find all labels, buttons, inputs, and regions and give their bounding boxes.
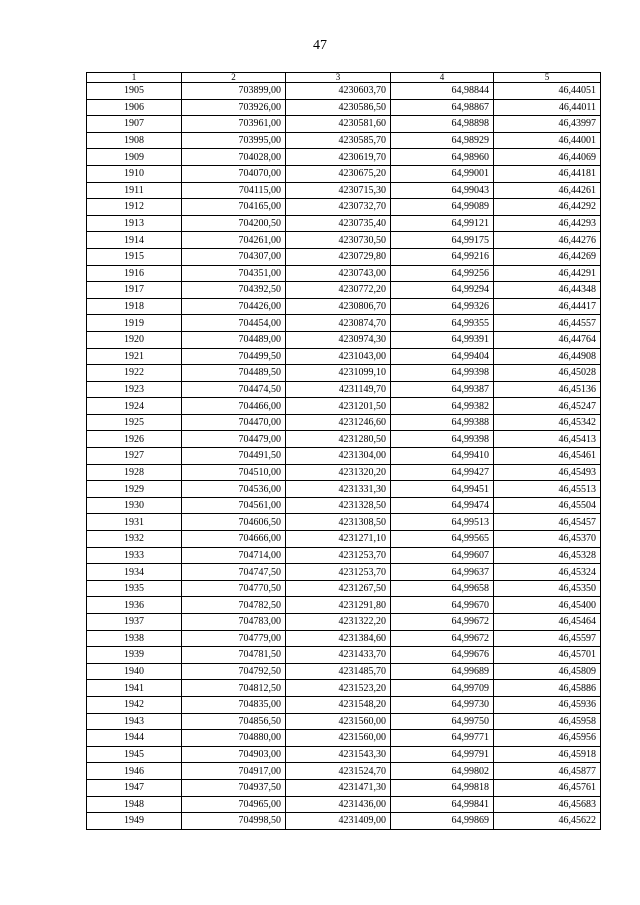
table-row	[87, 481, 601, 498]
table-cell: 64,99410	[391, 448, 494, 465]
table-row	[87, 779, 601, 796]
table-cell: 1920	[87, 331, 182, 348]
table-cell: 1909	[87, 149, 182, 166]
table-row	[87, 348, 601, 365]
table-cell: 4231328,50	[286, 497, 391, 514]
table-cell: 46,44764	[494, 331, 601, 348]
table-cell: 1918	[87, 298, 182, 315]
table-cell: 46,45918	[494, 746, 601, 763]
table-cell: 64,99791	[391, 746, 494, 763]
table-cell: 64,99869	[391, 813, 494, 830]
table-row	[87, 248, 601, 265]
table-cell: 4230772,20	[286, 282, 391, 299]
table-cell: 1935	[87, 580, 182, 597]
table-cell: 704115,00	[182, 182, 286, 199]
table-row	[87, 813, 601, 830]
page-number: 47	[313, 38, 327, 53]
table-cell: 1949	[87, 813, 182, 830]
table-cell: 704903,00	[182, 746, 286, 763]
table-cell: 704666,00	[182, 531, 286, 548]
table-cell: 1931	[87, 514, 182, 531]
table-cell: 4231253,70	[286, 564, 391, 581]
table-row	[87, 381, 601, 398]
table-row	[87, 514, 601, 531]
table-cell: 704835,00	[182, 696, 286, 713]
table-row	[87, 232, 601, 249]
table-cell: 64,99043	[391, 182, 494, 199]
table-cell: 4231436,00	[286, 796, 391, 813]
table-cell: 46,44291	[494, 265, 601, 282]
table-cell: 1938	[87, 630, 182, 647]
table-cell: 46,44908	[494, 348, 601, 365]
table-row	[87, 796, 601, 813]
table-cell: 64,99730	[391, 696, 494, 713]
table-cell: 46,44417	[494, 298, 601, 315]
table-cell: 4231253,70	[286, 547, 391, 564]
table-row	[87, 414, 601, 431]
table-cell: 704307,00	[182, 248, 286, 265]
table-cell: 46,44001	[494, 132, 601, 149]
table-cell: 46,44261	[494, 182, 601, 199]
table-row	[87, 83, 601, 100]
table-row	[87, 298, 601, 315]
table-cell: 704200,50	[182, 215, 286, 232]
table-row	[87, 398, 601, 415]
table-row	[87, 663, 601, 680]
table-cell: 704779,00	[182, 630, 286, 647]
table-cell: 46,45324	[494, 564, 601, 581]
table-cell: 1942	[87, 696, 182, 713]
table-row	[87, 680, 601, 697]
table-cell: 703899,00	[182, 83, 286, 100]
table-cell: 64,98898	[391, 116, 494, 133]
table-cell: 1905	[87, 83, 182, 100]
table-cell: 1936	[87, 597, 182, 614]
table-row	[87, 464, 601, 481]
table-cell: 1933	[87, 547, 182, 564]
table-cell: 64,99513	[391, 514, 494, 531]
table-cell: 4230743,00	[286, 265, 391, 282]
table-cell: 1908	[87, 132, 182, 149]
table-row	[87, 630, 601, 647]
table-cell: 46,45328	[494, 547, 601, 564]
table-cell: 703961,00	[182, 116, 286, 133]
table-cell: 4231523,20	[286, 680, 391, 697]
table-cell: 704880,00	[182, 730, 286, 747]
table-cell: 4231308,50	[286, 514, 391, 531]
table-row	[87, 696, 601, 713]
table-body	[87, 83, 601, 830]
table-cell: 4231331,30	[286, 481, 391, 498]
table-cell: 704965,00	[182, 796, 286, 813]
table-cell: 4231524,70	[286, 763, 391, 780]
table-cell: 704792,50	[182, 663, 286, 680]
table-cell: 1906	[87, 99, 182, 116]
table-cell: 64,99709	[391, 680, 494, 697]
table-cell: 46,45136	[494, 381, 601, 398]
table-cell: 64,98929	[391, 132, 494, 149]
table-cell: 4231384,60	[286, 630, 391, 647]
table-cell: 4231291,80	[286, 597, 391, 614]
table-cell: 64,99672	[391, 614, 494, 631]
table-cell: 704261,00	[182, 232, 286, 249]
table-cell: 4230675,20	[286, 165, 391, 182]
table-cell: 64,99802	[391, 763, 494, 780]
table-cell: 4231560,00	[286, 730, 391, 747]
table-cell: 703995,00	[182, 132, 286, 149]
table-row	[87, 547, 601, 564]
table-cell: 1921	[87, 348, 182, 365]
table-cell: 46,43997	[494, 116, 601, 133]
table-cell: 46,44069	[494, 149, 601, 166]
table-cell: 4230732,70	[286, 199, 391, 216]
table-cell: 64,99658	[391, 580, 494, 597]
table-cell: 1939	[87, 647, 182, 664]
table-cell: 64,99474	[391, 497, 494, 514]
table-cell: 704489,00	[182, 331, 286, 348]
table-cell: 46,45877	[494, 763, 601, 780]
table-cell: 64,99689	[391, 663, 494, 680]
table-cell: 4231280,50	[286, 431, 391, 448]
table-cell: 46,45761	[494, 779, 601, 796]
table-cell: 46,45461	[494, 448, 601, 465]
table-cell: 1912	[87, 199, 182, 216]
table-row	[87, 531, 601, 548]
table-row	[87, 746, 601, 763]
table-row	[87, 497, 601, 514]
table-cell: 46,44292	[494, 199, 601, 216]
table-cell: 46,45956	[494, 730, 601, 747]
table-cell: 4231560,00	[286, 713, 391, 730]
table-cell: 1924	[87, 398, 182, 415]
table-row	[87, 564, 601, 581]
table-cell: 1940	[87, 663, 182, 680]
table-cell: 4230874,70	[286, 315, 391, 332]
table-cell: 704856,50	[182, 713, 286, 730]
table-cell: 4230729,80	[286, 248, 391, 265]
table-cell: 1937	[87, 614, 182, 631]
table-cell: 1915	[87, 248, 182, 265]
table-cell: 4231320,20	[286, 464, 391, 481]
table-cell: 64,99750	[391, 713, 494, 730]
table-cell: 64,99001	[391, 165, 494, 182]
table-row	[87, 331, 601, 348]
table-cell: 46,45622	[494, 813, 601, 830]
table-cell: 4230735,40	[286, 215, 391, 232]
table-cell: 1911	[87, 182, 182, 199]
table-cell: 1927	[87, 448, 182, 465]
table-cell: 704561,00	[182, 497, 286, 514]
table-cell: 1926	[87, 431, 182, 448]
table-cell: 46,45493	[494, 464, 601, 481]
table-cell: 704499,50	[182, 348, 286, 365]
table-cell: 1944	[87, 730, 182, 747]
table-cell: 4231246,60	[286, 414, 391, 431]
table-cell: 704812,50	[182, 680, 286, 697]
table-cell: 46,44276	[494, 232, 601, 249]
table-cell: 1916	[87, 265, 182, 282]
table-cell: 64,99391	[391, 331, 494, 348]
table-cell: 46,44348	[494, 282, 601, 299]
table-cell: 1923	[87, 381, 182, 398]
table-row	[87, 199, 601, 216]
table-cell: 64,99398	[391, 431, 494, 448]
table-cell: 1946	[87, 763, 182, 780]
table-cell: 46,45701	[494, 647, 601, 664]
table-cell: 4231409,00	[286, 813, 391, 830]
table-cell: 1907	[87, 116, 182, 133]
table-cell: 704937,50	[182, 779, 286, 796]
table-cell: 64,99089	[391, 199, 494, 216]
table-cell: 1928	[87, 464, 182, 481]
table-row	[87, 713, 601, 730]
table-cell: 64,99121	[391, 215, 494, 232]
table-cell: 46,44269	[494, 248, 601, 265]
table-row	[87, 431, 601, 448]
table-cell: 64,98960	[391, 149, 494, 166]
table-cell: 704998,50	[182, 813, 286, 830]
table-row	[87, 365, 601, 382]
table-cell: 64,99398	[391, 365, 494, 382]
table-cell: 1947	[87, 779, 182, 796]
table-cell: 1917	[87, 282, 182, 299]
table-cell: 4230715,30	[286, 182, 391, 199]
table-cell: 4230586,50	[286, 99, 391, 116]
table-header-row	[87, 73, 601, 83]
table-cell: 1919	[87, 315, 182, 332]
table-cell: 704351,00	[182, 265, 286, 282]
table-row	[87, 315, 601, 332]
table-row	[87, 116, 601, 133]
table-cell: 1932	[87, 531, 182, 548]
table-cell: 46,45936	[494, 696, 601, 713]
table-cell: 1934	[87, 564, 182, 581]
table-cell: 1945	[87, 746, 182, 763]
table-cell: 46,45464	[494, 614, 601, 631]
table-cell: 1929	[87, 481, 182, 498]
table-cell: 704491,50	[182, 448, 286, 465]
table-row	[87, 647, 601, 664]
table-cell: 64,99771	[391, 730, 494, 747]
table-cell: 1910	[87, 165, 182, 182]
table-cell: 704782,50	[182, 597, 286, 614]
table-cell: 64,99294	[391, 282, 494, 299]
table-cell: 704392,50	[182, 282, 286, 299]
table-cell: 4231304,00	[286, 448, 391, 465]
table-cell: 4230585,70	[286, 132, 391, 149]
table-row	[87, 165, 601, 182]
column-header: 2	[182, 73, 286, 83]
table-cell: 704426,00	[182, 298, 286, 315]
table-cell: 46,45683	[494, 796, 601, 813]
table-cell: 46,45413	[494, 431, 601, 448]
table-cell: 4230581,60	[286, 116, 391, 133]
table-cell: 46,45504	[494, 497, 601, 514]
table-cell: 64,99676	[391, 647, 494, 664]
table-cell: 704479,00	[182, 431, 286, 448]
table-cell: 4231149,70	[286, 381, 391, 398]
table-row	[87, 265, 601, 282]
column-header: 3	[286, 73, 391, 83]
table-cell: 64,99841	[391, 796, 494, 813]
table-cell: 46,45809	[494, 663, 601, 680]
table-cell: 64,99451	[391, 481, 494, 498]
table-cell: 704781,50	[182, 647, 286, 664]
table-cell: 703926,00	[182, 99, 286, 116]
table-cell: 64,99382	[391, 398, 494, 415]
table-cell: 64,99216	[391, 248, 494, 265]
table-cell: 64,99388	[391, 414, 494, 431]
table-cell: 64,99672	[391, 630, 494, 647]
table-cell: 4230806,70	[286, 298, 391, 315]
table-row	[87, 730, 601, 747]
table-cell: 4231485,70	[286, 663, 391, 680]
table-cell: 704606,50	[182, 514, 286, 531]
table-cell: 4231433,70	[286, 647, 391, 664]
table-cell: 4231271,10	[286, 531, 391, 548]
table-cell: 46,44293	[494, 215, 601, 232]
table-cell: 4231471,30	[286, 779, 391, 796]
table-cell: 64,99175	[391, 232, 494, 249]
table-cell: 46,45028	[494, 365, 601, 382]
table-cell: 1914	[87, 232, 182, 249]
table-cell: 46,45370	[494, 531, 601, 548]
table-cell: 46,44557	[494, 315, 601, 332]
table-cell: 704917,00	[182, 763, 286, 780]
table-cell: 46,45457	[494, 514, 601, 531]
table-row	[87, 763, 601, 780]
table-row	[87, 597, 601, 614]
column-header: 1	[87, 73, 182, 83]
table-cell: 1913	[87, 215, 182, 232]
table-cell: 704470,00	[182, 414, 286, 431]
table-cell: 704770,50	[182, 580, 286, 597]
table-cell: 4231548,20	[286, 696, 391, 713]
table-cell: 4231543,30	[286, 746, 391, 763]
table-cell: 46,45247	[494, 398, 601, 415]
table-cell: 64,99427	[391, 464, 494, 481]
table-cell: 4231267,50	[286, 580, 391, 597]
table-cell: 1941	[87, 680, 182, 697]
column-header: 4	[391, 73, 494, 83]
table-cell: 704070,00	[182, 165, 286, 182]
table-cell: 64,99326	[391, 298, 494, 315]
table-cell: 64,99387	[391, 381, 494, 398]
table-cell: 64,98867	[391, 99, 494, 116]
table-cell: 704747,50	[182, 564, 286, 581]
table-cell: 46,45886	[494, 680, 601, 697]
table-cell: 704165,00	[182, 199, 286, 216]
table-row	[87, 99, 601, 116]
table-cell: 704028,00	[182, 149, 286, 166]
column-header: 5	[494, 73, 601, 83]
table-cell: 704489,50	[182, 365, 286, 382]
table-cell: 704783,00	[182, 614, 286, 631]
table-cell: 64,98844	[391, 83, 494, 100]
table-cell: 46,44181	[494, 165, 601, 182]
table-cell: 704510,00	[182, 464, 286, 481]
table-cell: 4231322,20	[286, 614, 391, 631]
table-cell: 46,45400	[494, 597, 601, 614]
table-row	[87, 182, 601, 199]
table-cell: 704474,50	[182, 381, 286, 398]
table-cell: 64,99607	[391, 547, 494, 564]
table-row	[87, 580, 601, 597]
coordinates-table	[86, 72, 601, 830]
table-cell: 1922	[87, 365, 182, 382]
table-cell: 46,44051	[494, 83, 601, 100]
table-cell: 4230603,70	[286, 83, 391, 100]
table-cell: 704536,00	[182, 481, 286, 498]
table-cell: 4231201,50	[286, 398, 391, 415]
table-cell: 64,99818	[391, 779, 494, 796]
table-cell: 64,99565	[391, 531, 494, 548]
table-cell: 46,45597	[494, 630, 601, 647]
table-cell: 64,99355	[391, 315, 494, 332]
table-cell: 46,45342	[494, 414, 601, 431]
table-cell: 64,99404	[391, 348, 494, 365]
table-row	[87, 614, 601, 631]
table-row	[87, 448, 601, 465]
table-cell: 4230730,50	[286, 232, 391, 249]
table-cell: 704714,00	[182, 547, 286, 564]
table-row	[87, 282, 601, 299]
table-cell: 4231099,10	[286, 365, 391, 382]
table-cell: 46,44011	[494, 99, 601, 116]
table-cell: 1948	[87, 796, 182, 813]
table-cell: 4230974,30	[286, 331, 391, 348]
table-cell: 64,99256	[391, 265, 494, 282]
table-row	[87, 149, 601, 166]
table-cell: 4231043,00	[286, 348, 391, 365]
table-row	[87, 215, 601, 232]
table-cell: 1930	[87, 497, 182, 514]
table-cell: 46,45958	[494, 713, 601, 730]
table-cell: 1943	[87, 713, 182, 730]
table-cell: 1925	[87, 414, 182, 431]
table-cell: 64,99670	[391, 597, 494, 614]
table-cell: 704454,00	[182, 315, 286, 332]
table-cell: 64,99637	[391, 564, 494, 581]
table-cell: 46,45513	[494, 481, 601, 498]
table-row	[87, 132, 601, 149]
table-cell: 4230619,70	[286, 149, 391, 166]
table-cell: 46,45350	[494, 580, 601, 597]
table-cell: 704466,00	[182, 398, 286, 415]
